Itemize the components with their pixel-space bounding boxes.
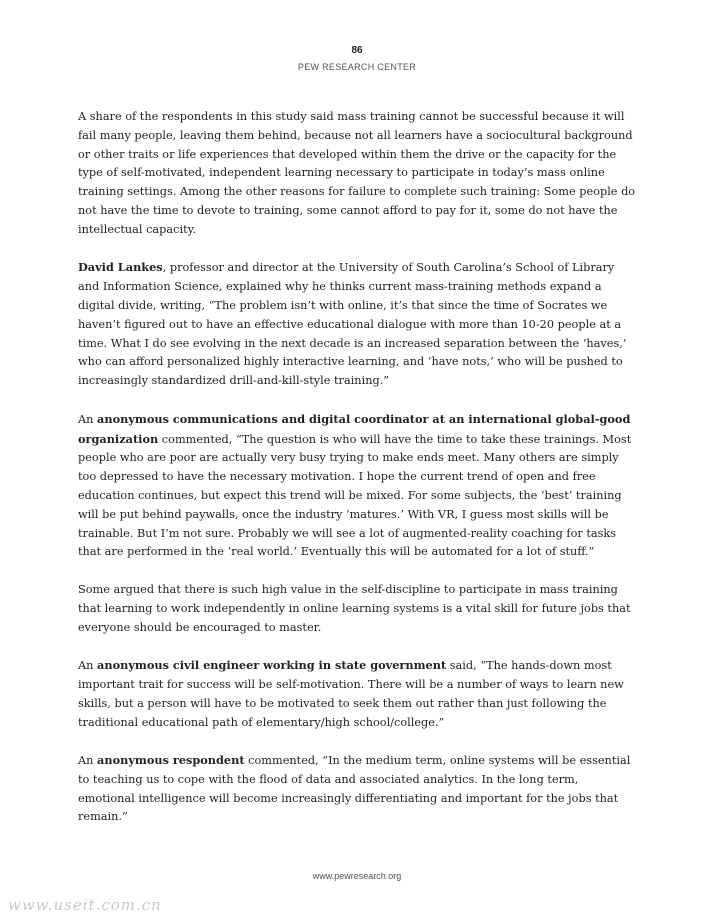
speaker-name: anonymous civil engineer working in state government xyxy=(97,658,447,673)
paragraph-text: , professor and director at the University of South Carolina’s School of Library and Information Science, explained why he thinks current mass-training methods expand a digital divide, writing, “The problem isn’t with online, it’s that since the time of Socrates we haven’t figured out to have an effective educational dialogue with more than 10-20 people at a time. What I do see evolving in the next decade is an increased separation between the ‘haves,’ who can afford personalized highly interactive learning, and ‘have nots,’ who will be pushed to increasingly standardized drill-and-kill-style training.” xyxy=(78,261,627,388)
paragraph-civil-engineer xyxy=(78,656,638,732)
speaker-name: David Lankes xyxy=(78,260,163,275)
speaker-name: anonymous respondent xyxy=(97,753,245,768)
paragraph-text: commented, “In the medium term, online systems will be essential to teaching us to cope with the flood of data and associated analytics. In the long term, emotional intelligence will become increasingly differentiating and important for the jobs that remain.” xyxy=(78,754,631,824)
paragraph-text: commented, “The question is who will have the time to take these trainings. Most people who are poor are actually very busy trying to make ends meet. Many others are simply too depressed to have the necessary motivation. I hope the current trend of open and free education continues, but expect this trend will be mixed. For some subjects, the ‘best’ training will be put behind paywalls, once the industry ‘matures.’ With VR, I guess most skills will be trainable. But I’m not sure. Probably we will see a lot of augmented-reality coaching for tasks that are performed in the ‘real world.’ Eventually this will be automated for a lot of stuff.” xyxy=(78,432,632,559)
paragraph-prefix: An xyxy=(78,754,98,768)
paragraph-anonymous-respondent xyxy=(78,751,638,827)
watermark: www.useit.com.cn xyxy=(8,896,162,914)
speaker-name: anonymous communications and digital coordinator at an international global-good organization xyxy=(78,411,631,446)
page-number: 86 xyxy=(351,45,363,56)
paragraph-communications-coordinator xyxy=(78,410,638,562)
paragraph-text: Some argued that there is such high value in the self-discipline to participate in mass training that learning to work independently in online learning systems is a vital skill for future jobs that everyone should be encouraged to master. xyxy=(78,582,631,634)
footer-url: www.pewresearch.org xyxy=(312,871,402,881)
paragraph-text: said, “The hands-down most important trait for success will be self-motivation. There will be a number of ways to learn new skills, but a person will have to be motivated to seek them out rather than just following the traditional educational path of elementary/high school/college.” xyxy=(78,659,624,729)
paragraph-prefix: An xyxy=(78,412,98,426)
paragraph-text: A share of the respondents in this study said mass training cannot be successful because it will fail many people, leaving them behind, because not all learners have a sociocultural background or other traits or life experiences that developed within them the drive or the capacity for the type of self-motivated, independent learning necessary to participate in today’s mass online training settings. Among the other reasons for failure to complete such training: Some people do not have the time to devote to training, some cannot afford to pay for it, some do not have the intellectual capacity. xyxy=(78,110,636,236)
org-name: PEW RESEARCH CENTER xyxy=(297,62,417,72)
paragraph-intro xyxy=(78,108,638,240)
document-body xyxy=(78,108,638,846)
paragraph-self-discipline xyxy=(78,581,638,637)
paragraph-lankes xyxy=(78,258,638,391)
paragraph-prefix: An xyxy=(78,659,98,673)
